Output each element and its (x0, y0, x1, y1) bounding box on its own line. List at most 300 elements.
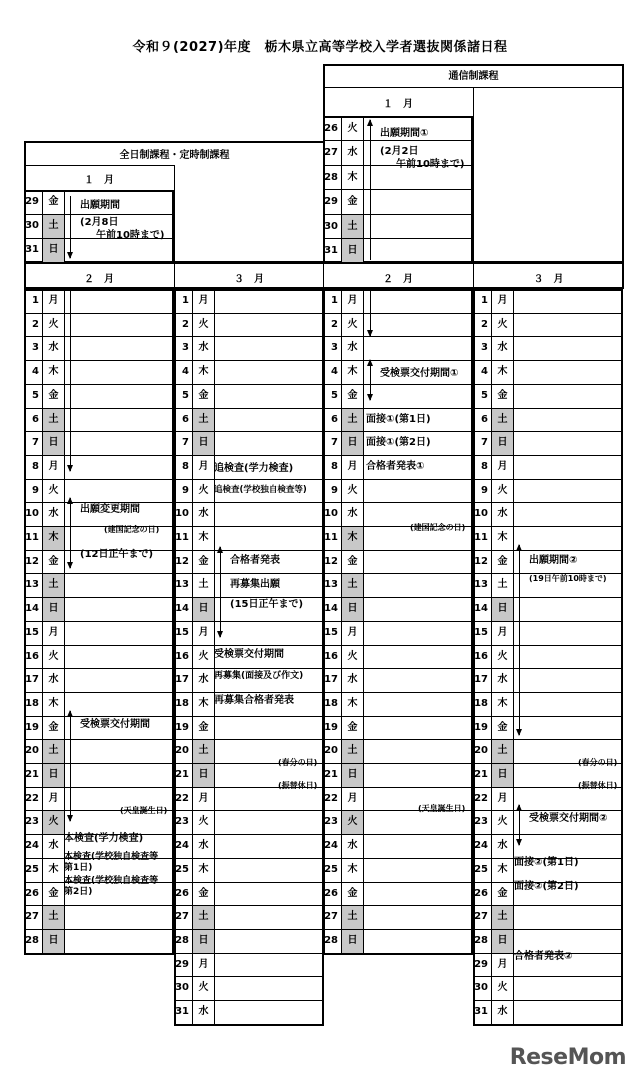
day-number: 9 (481, 484, 488, 496)
day-of-week: 木 (43, 527, 64, 550)
b-saibo-goukaku: 再募集合格者発表 (214, 695, 294, 706)
day-of-week: 木 (48, 863, 59, 875)
day-of-week: 木 (497, 366, 508, 378)
day-of-week: 日 (342, 239, 363, 262)
day-number: 14 (25, 603, 39, 615)
resemom-logo: ReseMom (509, 1045, 626, 1070)
day-number: 29 (474, 958, 488, 970)
b-goukaku: 合格者発表 (230, 555, 280, 566)
day-of-week: 日 (43, 598, 64, 621)
day-number: 28 (175, 934, 189, 946)
day-number: 25 (175, 863, 189, 875)
c-jan-month-label: １ 月 (383, 99, 413, 110)
day-number: 30 (175, 982, 189, 994)
day-number: 18 (324, 697, 338, 709)
day-of-week: 土 (43, 740, 64, 763)
day-number: 8 (331, 460, 338, 472)
d-mensetsu2: 面接②(第2日) (514, 881, 579, 892)
day-number: 11 (25, 532, 39, 543)
day-of-week: 火 (497, 816, 508, 828)
day-number: 17 (25, 674, 39, 686)
day-number: 1 (32, 295, 39, 306)
day-of-week: 木 (48, 366, 59, 378)
day-number: 17 (324, 674, 338, 686)
day-of-week: 木 (198, 532, 209, 543)
b-furikae-note: (振替休日) (278, 781, 318, 790)
c-shutsugan-label: 出願期間① (380, 128, 429, 139)
day-of-week: 火 (48, 650, 59, 662)
a-honkensa1: 本検査(学力検査) (64, 833, 144, 844)
day-of-week: 日 (492, 598, 513, 621)
c-goukaku: 合格者発表① (366, 461, 425, 472)
day-number: 13 (175, 579, 189, 591)
day-of-week: 水 (198, 840, 209, 852)
a-jukenhyo-label: 受検票交付期間 (80, 719, 150, 730)
day-number: 25 (324, 863, 338, 875)
day-of-week: 水 (347, 342, 358, 354)
day-of-week: 土 (342, 906, 363, 929)
day-of-week: 火 (347, 123, 358, 134)
day-number: 6 (481, 413, 488, 425)
a-honkensa3: 本検査(学校独自検査等 (64, 876, 159, 886)
page-title: 令和９(2027)年度 栃木県立高等学校入学者選抜関係諸日程 (132, 40, 508, 55)
day-number: 1 (182, 295, 189, 306)
day-number: 26 (324, 887, 338, 899)
day-number: 7 (331, 437, 338, 449)
day-number: 14 (474, 603, 488, 615)
day-of-week: 金 (48, 555, 59, 567)
day-of-week: 月 (497, 958, 508, 970)
c-shutsugan-arrow (370, 120, 371, 260)
d-mensetsu1: 面接②(第1日) (514, 857, 579, 868)
day-number: 29 (25, 196, 39, 207)
day-number: 30 (324, 220, 338, 232)
day-number: 3 (331, 342, 338, 354)
a-shutsugan-note2: 午前10時まで) (96, 230, 165, 241)
day-number: 12 (175, 555, 189, 567)
day-of-week: 月 (497, 295, 508, 306)
day-of-week: 日 (43, 432, 64, 455)
day-number: 27 (324, 911, 338, 923)
day-number: 9 (182, 484, 189, 496)
day-number: 27 (175, 911, 189, 923)
day-of-week: 金 (48, 721, 59, 733)
day-of-week: 月 (347, 626, 358, 638)
day-number: 18 (25, 697, 39, 709)
day-number: 7 (481, 437, 488, 449)
day-of-week: 月 (347, 295, 358, 306)
day-of-week: 火 (497, 484, 508, 496)
b-saibo-arrow (220, 547, 221, 637)
day-of-week: 水 (497, 674, 508, 686)
day-of-week: 月 (347, 460, 358, 472)
day-of-week: 土 (342, 409, 363, 432)
day-number: 23 (25, 816, 39, 828)
day-of-week: 水 (198, 1006, 209, 1017)
day-number: 11 (324, 532, 338, 543)
day-number: 18 (474, 697, 488, 709)
day-of-week: 月 (497, 626, 508, 638)
day-of-week: 火 (342, 811, 363, 834)
day-of-week: 土 (43, 409, 64, 432)
day-number: 13 (474, 579, 488, 591)
d-shunbun-note: (春分の日) (578, 758, 618, 767)
day-number: 6 (331, 413, 338, 425)
day-number: 31 (25, 243, 39, 255)
day-number: 5 (182, 389, 189, 401)
day-of-week: 月 (48, 295, 59, 306)
day-of-week: 木 (198, 697, 209, 709)
day-of-week: 火 (198, 982, 209, 994)
day-number: 12 (474, 555, 488, 567)
day-of-week: 日 (43, 764, 64, 787)
day-of-week: 金 (497, 721, 508, 733)
day-of-week: 日 (492, 930, 513, 953)
day-number: 23 (324, 816, 338, 828)
day-of-week: 金 (198, 555, 209, 567)
a-honkensa2b: 第1日) (64, 863, 93, 873)
day-number: 21 (175, 769, 189, 780)
c-jukenhyo: 受検票交付期間① (380, 368, 459, 379)
day-of-week: 木 (198, 366, 209, 378)
d-shutsugan-note: (19日午前10時まで) (529, 574, 607, 583)
a-feb-month-label: ２ 月 (84, 274, 114, 285)
day-of-week: 日 (342, 764, 363, 787)
day-of-week: 水 (48, 342, 59, 354)
day-of-week: 火 (48, 484, 59, 496)
day-of-week: 日 (492, 432, 513, 455)
day-number: 14 (175, 603, 189, 615)
day-number: 19 (175, 721, 189, 733)
day-of-week: 金 (347, 555, 358, 567)
day-number: 23 (175, 816, 189, 828)
day-number: 30 (25, 219, 39, 231)
a-shutsugan-label: 出願期間 (80, 200, 120, 211)
day-number: 16 (324, 650, 338, 662)
day-of-week: 火 (48, 318, 59, 330)
day-number: 26 (25, 887, 39, 899)
day-of-week: 月 (198, 792, 209, 804)
d-furikae-note: (振替休日) (578, 781, 618, 790)
day-of-week: 火 (497, 982, 508, 994)
day-of-week: 火 (497, 650, 508, 662)
day-of-week: 水 (347, 674, 358, 686)
day-number: 8 (32, 460, 39, 472)
day-of-week: 水 (347, 508, 358, 520)
day-of-week: 木 (198, 863, 209, 875)
day-number: 17 (175, 674, 189, 686)
b-saibo-note: (15日正午まで) (230, 599, 304, 610)
day-of-week: 水 (48, 674, 59, 686)
day-number: 10 (474, 508, 488, 520)
day-of-week: 月 (347, 792, 358, 804)
day-number: 25 (474, 863, 488, 875)
day-number: 31 (324, 245, 338, 256)
day-number: 2 (32, 318, 39, 330)
a-honkensa2: 本検査(学校独自検査等 (64, 852, 159, 862)
day-of-week: 土 (492, 409, 513, 432)
b-jukenhyo: 受検票交付期間 (214, 649, 284, 660)
day-of-week: 月 (48, 460, 59, 472)
day-of-week: 日 (342, 598, 363, 621)
c-jukenhyo-arrow (370, 360, 371, 400)
day-number: 5 (331, 389, 338, 401)
day-number: 2 (481, 318, 488, 330)
day-number: 20 (25, 745, 39, 757)
day-number: 16 (175, 650, 189, 662)
day-number: 29 (324, 196, 338, 208)
day-of-week: 火 (347, 484, 358, 496)
b-tsuikensa1: 追検査(学力検査) (214, 463, 294, 474)
day-number: 19 (324, 721, 338, 733)
d-shutsugan: 出願期間② (529, 555, 578, 566)
a-jukenhyo-arrow (70, 711, 71, 821)
day-of-week: 木 (347, 863, 358, 875)
day-of-week: 土 (193, 906, 214, 929)
day-of-week: 木 (347, 366, 358, 378)
day-number: 4 (182, 366, 189, 378)
day-of-week: 火 (347, 650, 358, 662)
day-number: 31 (175, 1006, 189, 1017)
day-of-week: 日 (193, 930, 214, 953)
day-of-week: 火 (198, 318, 209, 330)
day-number: 20 (175, 745, 189, 757)
c-tenno-note: (天皇誕生日) (418, 804, 466, 813)
day-of-week: 火 (198, 484, 209, 496)
a-shutsugan-arrow-feb (70, 291, 71, 471)
day-of-week: 木 (497, 863, 508, 875)
day-number: 2 (182, 318, 189, 330)
day-number: 9 (32, 484, 39, 496)
day-number: 13 (25, 579, 39, 591)
day-of-week: 土 (193, 409, 214, 432)
day-of-week: 金 (347, 196, 358, 208)
day-of-week: 日 (342, 930, 363, 953)
d-shutsugan-arrow (519, 545, 520, 735)
day-number: 11 (474, 532, 488, 543)
day-number: 3 (182, 342, 189, 354)
day-number: 1 (481, 295, 488, 306)
day-number: 15 (175, 626, 189, 638)
day-of-week: 水 (198, 342, 209, 354)
day-of-week: 木 (48, 697, 59, 709)
day-of-week: 金 (347, 389, 358, 401)
day-of-week: 木 (497, 532, 508, 543)
day-number: 9 (331, 484, 338, 496)
day-number: 3 (481, 342, 488, 354)
day-number: 2 (331, 318, 338, 330)
b-tsuikensa2: 追検査(学校独自検査等) (214, 485, 307, 495)
day-number: 20 (324, 745, 338, 757)
day-number: 19 (474, 721, 488, 733)
day-number: 22 (25, 792, 39, 804)
day-number: 1 (331, 295, 338, 306)
day-number: 10 (324, 508, 338, 520)
d-jukenhyo: 受検票交付期間② (529, 813, 608, 824)
day-of-week: 金 (198, 721, 209, 733)
day-of-week: 水 (497, 342, 508, 354)
day-of-week: 月 (48, 626, 59, 638)
day-number: 22 (474, 792, 488, 804)
day-number: 22 (175, 792, 189, 804)
day-of-week: 木 (497, 697, 508, 709)
day-number: 21 (324, 769, 338, 780)
day-number: 21 (474, 769, 488, 780)
day-number: 5 (32, 389, 39, 401)
day-of-week: 金 (198, 887, 209, 899)
day-of-week: 水 (347, 840, 358, 852)
day-of-week: 日 (43, 239, 64, 262)
day-of-week: 水 (497, 508, 508, 520)
day-number: 4 (481, 366, 488, 378)
a-shutsugan-note: (2月8日 (80, 217, 119, 228)
day-number: 16 (474, 650, 488, 662)
day-number: 25 (25, 863, 39, 875)
day-number: 20 (474, 745, 488, 757)
day-number: 12 (25, 555, 39, 567)
day-number: 18 (175, 697, 189, 709)
day-number: 24 (474, 840, 488, 852)
day-of-week: 水 (48, 840, 59, 852)
day-of-week: 月 (198, 460, 209, 472)
b-mar-month-label: ３ 月 (234, 274, 264, 285)
day-number: 22 (324, 792, 338, 804)
day-of-week: 日 (193, 432, 214, 455)
b-shunbun-note: (春分の日) (278, 758, 318, 767)
day-number: 10 (175, 508, 189, 520)
day-of-week: 土 (342, 215, 363, 238)
day-of-week: 金 (497, 555, 508, 567)
day-of-week: 金 (347, 721, 358, 733)
day-number: 27 (474, 911, 488, 923)
day-number: 15 (474, 626, 488, 638)
a-henkou-arrow (70, 498, 71, 568)
day-number: 28 (324, 171, 338, 183)
day-of-week: 水 (198, 674, 209, 686)
day-number: 21 (25, 769, 39, 780)
day-number: 24 (25, 840, 39, 852)
day-of-week: 日 (342, 432, 363, 455)
day-of-week: 金 (48, 887, 59, 899)
a-jan-month-label: １ 月 (84, 175, 114, 186)
day-number: 11 (175, 532, 189, 543)
day-number: 8 (481, 460, 488, 472)
day-number: 7 (32, 437, 39, 449)
day-number: 24 (175, 840, 189, 852)
day-of-week: 金 (347, 887, 358, 899)
day-number: 29 (175, 958, 189, 970)
day-of-week: 金 (497, 887, 508, 899)
day-number: 27 (324, 147, 338, 159)
day-number: 8 (182, 460, 189, 472)
c-feb-month-label: ２ 月 (383, 274, 413, 285)
day-of-week: 水 (497, 840, 508, 852)
day-number: 12 (324, 555, 338, 567)
day-number: 6 (182, 413, 189, 425)
day-of-week: 金 (497, 389, 508, 401)
c-kenkoku-note: (建国記念の日) (410, 523, 466, 532)
day-of-week: 水 (198, 508, 209, 520)
c-shutsugan-note2: 午前10時まで) (396, 159, 465, 170)
day-number: 15 (324, 626, 338, 638)
day-of-week: 土 (492, 906, 513, 929)
a-henkou-note: (12日正午まで) (80, 549, 154, 560)
day-of-week: 水 (347, 147, 358, 159)
day-of-week: 水 (48, 508, 59, 520)
d-goukaku: 合格者発表② (514, 951, 573, 962)
c-mensetsu1: 面接①(第1日) (366, 414, 431, 425)
tsushin-section-label: 通信制課程 (448, 71, 499, 82)
day-number: 4 (32, 366, 39, 378)
day-of-week: 土 (342, 740, 363, 763)
d-jukenhyo-arrow (519, 805, 520, 845)
day-of-week: 火 (198, 650, 209, 662)
c-shutsugan-note1: (2月2日 (380, 146, 419, 157)
day-number: 30 (474, 982, 488, 994)
day-number: 16 (25, 650, 39, 662)
day-number: 28 (474, 934, 488, 946)
day-of-week: 土 (342, 574, 363, 597)
day-of-week: 月 (497, 460, 508, 472)
day-of-week: 土 (492, 740, 513, 763)
day-of-week: 土 (198, 579, 209, 591)
day-number: 6 (32, 413, 39, 425)
day-of-week: 月 (497, 792, 508, 804)
day-of-week: 金 (48, 389, 59, 401)
day-of-week: 火 (43, 811, 64, 834)
zennichi-section-label: 全日制課程・定時制課程 (119, 150, 230, 161)
day-number: 26 (474, 887, 488, 899)
a-tenno-note: (天皇誕生日) (120, 806, 168, 815)
c-mensetsu2: 面接①(第2日) (366, 437, 431, 448)
day-of-week: 日 (492, 764, 513, 787)
day-of-week: 土 (43, 215, 64, 238)
day-of-week: 土 (193, 740, 214, 763)
day-of-week: 日 (193, 598, 214, 621)
a-shutsugan-arrow (70, 196, 71, 258)
day-number: 7 (182, 437, 189, 449)
day-number: 10 (25, 508, 39, 520)
day-number: 4 (331, 366, 338, 378)
day-of-week: 土 (497, 579, 508, 591)
c-shutsugan-arrow-feb (370, 291, 371, 336)
a-henkou-label: 出願変更期間 (80, 504, 140, 515)
day-number: 5 (481, 389, 488, 401)
day-number: 17 (474, 674, 488, 686)
day-of-week: 金 (198, 389, 209, 401)
day-of-week: 土 (43, 574, 64, 597)
day-of-week: 木 (347, 171, 358, 183)
day-of-week: 日 (43, 930, 64, 953)
day-of-week: 土 (43, 906, 64, 929)
b-saibo: 再募集出願 (230, 579, 280, 590)
day-number: 28 (324, 934, 338, 946)
day-number: 3 (32, 342, 39, 354)
day-of-week: 月 (198, 295, 209, 306)
day-number: 26 (175, 887, 189, 899)
day-number: 15 (25, 626, 39, 638)
a-kenkoku-note: (建国記念の日) (104, 525, 160, 534)
day-number: 14 (324, 603, 338, 615)
day-number: 26 (324, 123, 338, 134)
day-of-week: 火 (198, 816, 209, 828)
day-of-week: 火 (347, 318, 358, 330)
day-of-week: 木 (347, 697, 358, 709)
day-of-week: 木 (342, 527, 363, 550)
day-number: 23 (474, 816, 488, 828)
d-mar-month-label: ３ 月 (533, 274, 564, 285)
day-of-week: 金 (48, 196, 59, 207)
